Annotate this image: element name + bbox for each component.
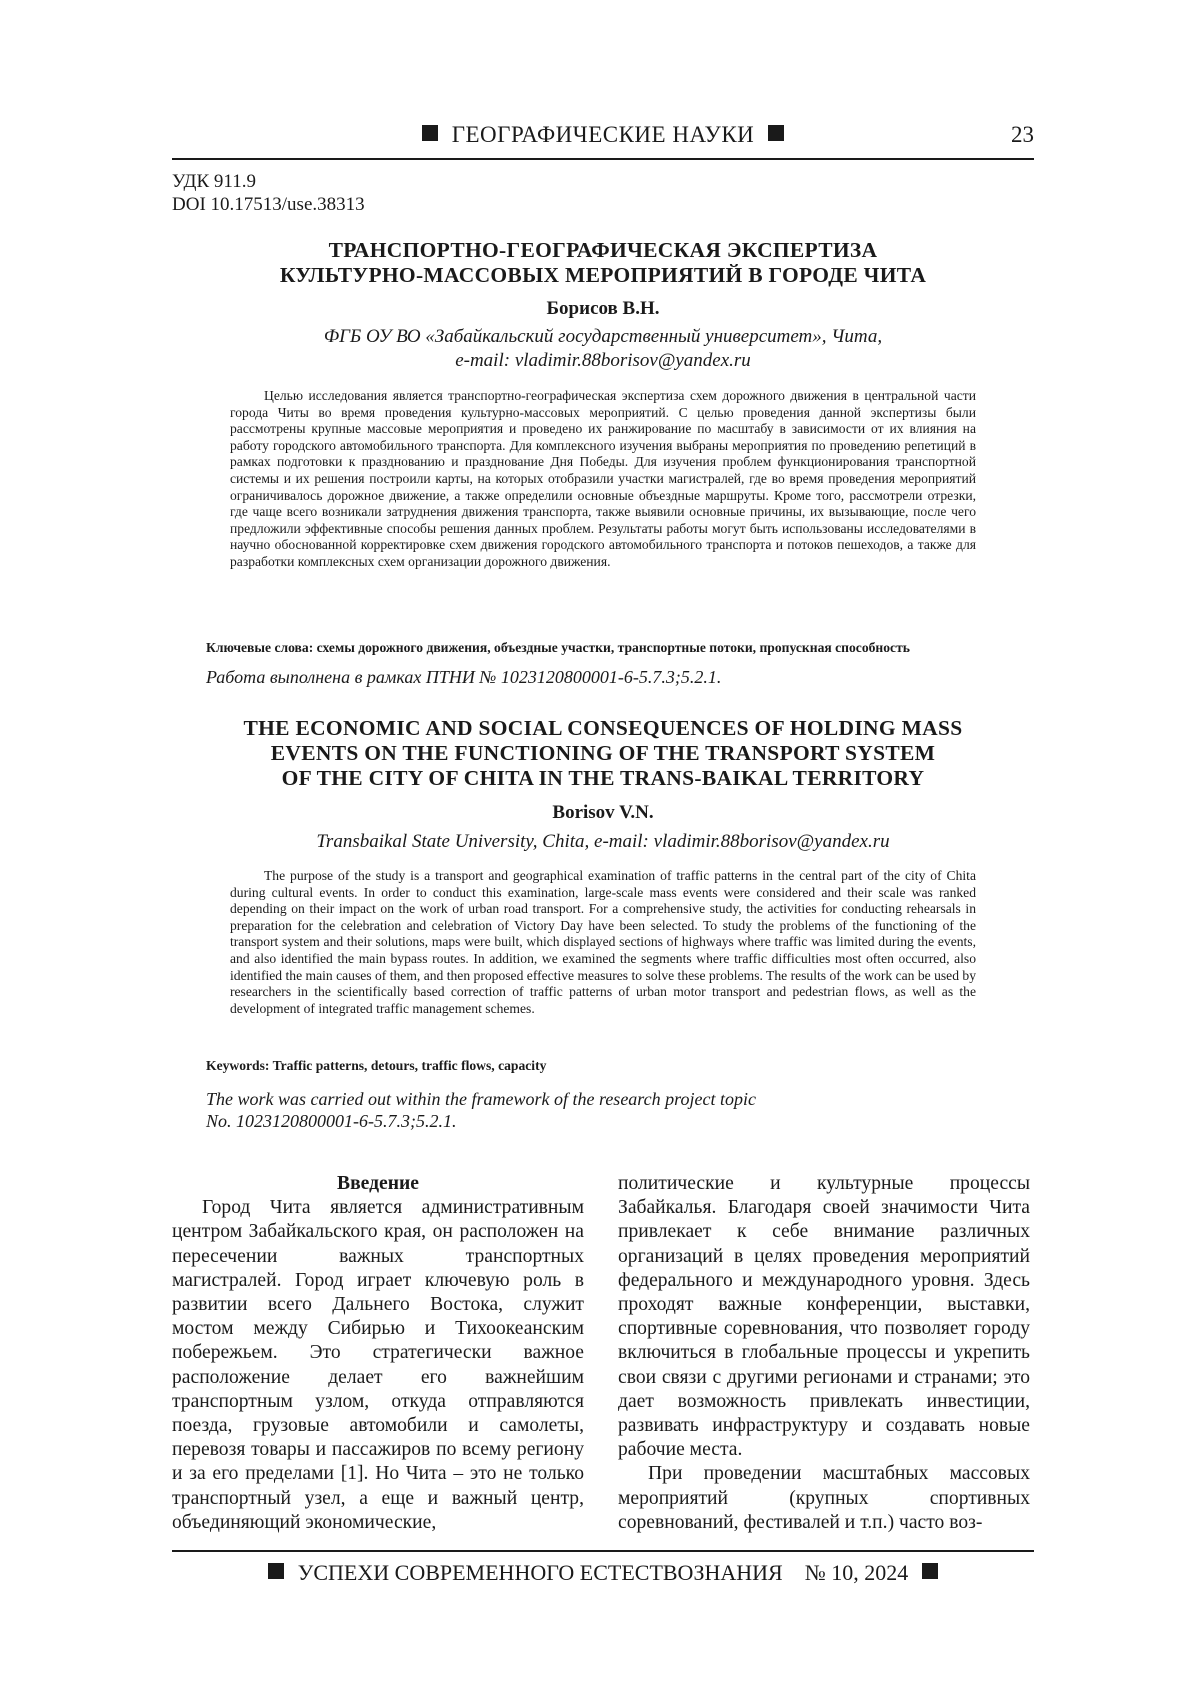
en-grant-line: The work was carried out within the framework of the research project topic — [206, 1089, 756, 1109]
square-bullet-icon — [422, 125, 438, 141]
ru-affiliation-line: ФГБ ОУ ВО «Забайкальский государственный университет», Чита, — [323, 326, 883, 347]
journal-section: ГЕОГРАФИЧЕСКИЕ НАУКИ — [451, 122, 755, 147]
body-column-left — [172, 1172, 584, 1535]
en-abstract: The purpose of the study is a transport and geographical examination of traffic patterns in the central part of the city of Chita during cultural events. In order to conduct this examination, large-scale mass events were considered and their scale was ranked depending on their impact on the work of urban road transport. For a comprehensive study, the activities for conducting rehearsals in preparation for the celebration and celebration of Victory Day have been selected. To study the problems of the functioning of the transport system and their solutions, maps were built, which displayed sections of highways where traffic was limited during the events, and also identified the main bypass routes. In addition, we examined the segments where traffic difficulties most often occurred, also identified the main causes of them, and then proposed effective measures to solve these problems. The results of the work can be used by researchers in the scientifically based correction of traffic patterns of urban motor transport and pedestrian flows, as well as the development of integrated traffic management schemes. — [230, 868, 976, 1016]
body-paragraph: При проведении масштабных массовых мероприятий (крупных спортивных соревнований, фестивалей и т.п.) часто воз- — [618, 1463, 1030, 1533]
doi: DOI 10.17513/use.38313 — [172, 194, 365, 215]
en-grant-note — [206, 1088, 756, 1132]
journal-name: УСПЕХИ СОВРЕМЕННОГО ЕСТЕСТВОЗНАНИЯ — [297, 1560, 783, 1585]
en-author: Borisov V.N. — [552, 802, 654, 823]
body-paragraph: Город Чита является административным центром Забайкальского края, он расположен на пересечении важных транспортных магистралей. Город играет ключевую роль в развитии всего Дальнего Востока, служит мостом между Сибирью и Тихоокеанским побережьем. Это стратегически важное расположение делает его важнейшим транспортным узлом, откуда отправляются поезда, грузовые автомобили и самолеты, перевозя товары и пассажиров по всему региону и за его пределами [1]. Но Чита – это не только транспортный узел, а еще и важный центр, объединяющий экономические, — [172, 1197, 584, 1533]
ru-keywords: Ключевые слова: схемы дорожного движения, объездные участки, транспортные потоки, пропускная способность — [206, 640, 910, 655]
ru-grant-note: Работа выполнена в рамках ПТНИ № 1023120800001-6-5.7.3;5.2.1. — [206, 667, 722, 687]
square-bullet-icon — [268, 1563, 284, 1579]
body-paragraph: политические и культурные процессы Забайкалья. Благодаря своей значимости Чита привлекает к себе внимание различных организаций в целях проведения мероприятий федерального и международного уровня. Здесь проходят важные конференции, выставки, спортивные соревнования, что позволяет городу включиться в глобальные процессы и укрепить свои связи с другими регионами и странами; это дает возможность привлекать инвестиции, развивать инфраструктуру и создавать новые рабочие места. — [618, 1173, 1030, 1461]
en-grant-line: No. 1023120800001-6-5.7.3;5.2.1. — [206, 1111, 457, 1131]
udc-code: УДК 911.9 — [172, 171, 256, 192]
en-title-line: OF THE CITY OF CHITA IN THE TRANS-BAIKAL TERRITORY — [281, 766, 925, 790]
article-identifiers — [172, 170, 365, 216]
square-bullet-icon — [768, 125, 784, 141]
ru-title — [172, 238, 1034, 288]
ru-email: e-mail: vladimir.88borisov@yandex.ru — [455, 350, 751, 371]
en-title — [172, 716, 1034, 791]
square-bullet-icon — [922, 1563, 938, 1579]
ru-title-line: КУЛЬТУРНО-МАССОВЫХ МЕРОПРИЯТИЙ В ГОРОДЕ ЧИТА — [279, 263, 927, 287]
page-number: 23 — [1011, 122, 1034, 147]
issue-number: № 10, 2024 — [804, 1560, 909, 1585]
ru-abstract: Целью исследования является транспортно-географическая экспертиза схем дорожного движения в центральной части города Читы во время проведения культурно-массовых мероприятий. С целью проведения данной экспертизы были рассмотрены крупные массовые мероприятия и проведено их ранжирование по масштабу в зависимости от их влияния на работу городского автомобильного транспорта. Для комплексного изучения выбраны мероприятия по проведению репетиций в рамках подготовки к празднованию и празднование Дня Победы. Для изучения проблем функционирования транспортной системы и их решения построили карты, на которых отобразили участки магистралей, где во время проведения мероприятий ограничивалось дорожное движение, а также определили основные объездные маршруты. Кроме того, рассмотрели отрезки, где чаще всего возникали затруднения движения транспорта, также выявили основные причины, их вызывающие, после чего предложили эффективные способы решения данных проблем. Результаты работы могут быть использованы исследователями в научно обоснованной корректировке схем движения городского автомобильного транспорта и потоков пешеходов, а также для разработки комплексных схем организации дорожного движения. — [230, 388, 976, 569]
en-title-line: EVENTS ON THE FUNCTIONING OF THE TRANSPORT SYSTEM — [270, 741, 936, 765]
running-footer — [172, 1550, 1034, 1586]
journal-page — [172, 0, 1034, 1697]
running-header — [172, 118, 1034, 160]
section-heading: Введение — [337, 1173, 419, 1194]
body-column-right — [618, 1172, 1030, 1535]
en-title-line: THE ECONOMIC AND SOCIAL CONSEQUENCES OF HOLDING MASS — [243, 716, 963, 740]
ru-affiliation — [172, 325, 1034, 373]
en-affiliation: Transbaikal State University, Chita, e-mail: vladimir.88borisov@yandex.ru — [316, 831, 890, 852]
ru-author: Борисов В.Н. — [546, 298, 660, 319]
en-keywords: Keywords: Traffic patterns, detours, traffic flows, capacity — [206, 1058, 547, 1073]
ru-title-line: ТРАНСПОРТНО-ГЕОГРАФИЧЕСКАЯ ЭКСПЕРТИЗА — [328, 238, 878, 262]
